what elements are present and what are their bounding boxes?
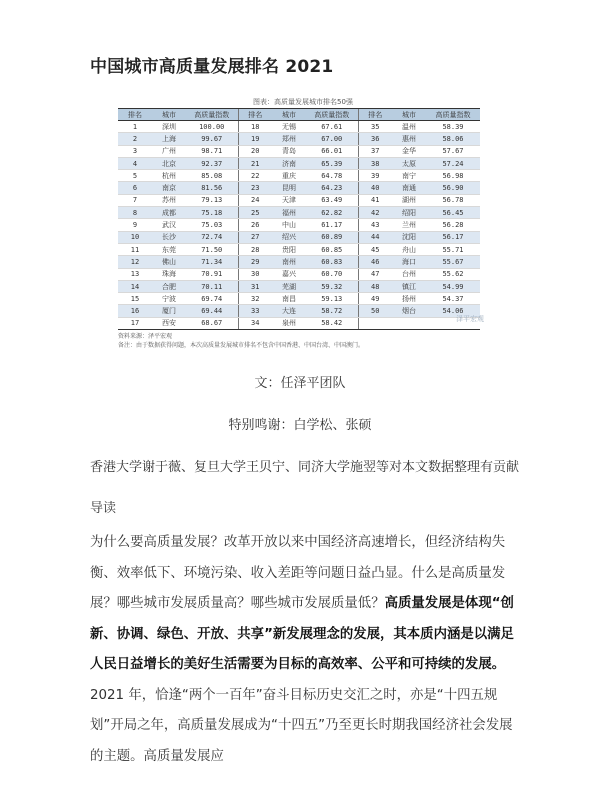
table-cell: 天津	[272, 194, 306, 206]
table-cell: 42	[358, 207, 392, 219]
table-cell: 深圳	[152, 121, 186, 133]
table-cell: 59.32	[306, 280, 358, 292]
table-cell: 44	[358, 231, 392, 243]
table-header-cell: 高质量指数	[186, 109, 238, 121]
table-cell: 28	[238, 243, 272, 255]
table-cell: 3	[118, 145, 152, 157]
table-cell: 43	[358, 219, 392, 231]
table-cell: 54.99	[426, 280, 480, 292]
table-cell: 85.08	[186, 170, 238, 182]
table-cell: 54.37	[426, 293, 480, 305]
table-cell: 70.11	[186, 280, 238, 292]
table-cell: 广州	[152, 145, 186, 157]
table-cell: 20	[238, 145, 272, 157]
table-cell: 57.24	[426, 157, 480, 169]
table-cell: 郑州	[272, 133, 306, 145]
table-cell: 24	[238, 194, 272, 206]
table-cell: 68.67	[186, 317, 238, 329]
table-cell: 昆明	[272, 182, 306, 194]
table-cell: 长沙	[152, 231, 186, 243]
table-cell: 55.62	[426, 268, 480, 280]
table-row	[118, 305, 480, 317]
table-cell: 99.67	[186, 133, 238, 145]
table-cell: 39	[358, 170, 392, 182]
table-cell: 58.06	[426, 133, 480, 145]
table-cell: 48	[358, 280, 392, 292]
table-cell: 71.34	[186, 256, 238, 268]
table-cell: 69.74	[186, 293, 238, 305]
table-cell: 56.90	[426, 182, 480, 194]
ranking-figure	[118, 96, 488, 350]
table-row	[118, 170, 480, 182]
table-cell: 79.13	[186, 194, 238, 206]
table-cell: 56.78	[426, 194, 480, 206]
table-row	[118, 256, 480, 268]
table-cell: 温州	[392, 121, 426, 133]
table-cell: 15	[118, 293, 152, 305]
figure-note: 备注：由于数据获得问题，本次高质量发展城市排名不包含中国香港、中国台湾、中国澳门。	[118, 342, 365, 350]
table-cell: 37	[358, 145, 392, 157]
thanks-line: 特别鸣谢：白学松、张硕	[228, 418, 372, 433]
table-cell: 杭州	[152, 170, 186, 182]
table-cell	[358, 317, 392, 329]
table-cell: 31	[238, 280, 272, 292]
table-cell: 5	[118, 170, 152, 182]
table-cell: 67.61	[306, 121, 358, 133]
table-cell: 75.18	[186, 207, 238, 219]
table-cell: 18	[238, 121, 272, 133]
table-cell: 惠州	[392, 133, 426, 145]
table-cell: 75.03	[186, 219, 238, 231]
table-cell: 11	[118, 243, 152, 255]
table-cell: 47	[358, 268, 392, 280]
table-header-cell: 高质量指数	[306, 109, 358, 121]
table-cell: 22	[238, 170, 272, 182]
table-cell: 2	[118, 133, 152, 145]
table-row	[118, 268, 480, 280]
table-cell: 无锡	[272, 121, 306, 133]
figure-caption: 图表：高质量发展城市排名50强	[253, 98, 353, 106]
paragraph-bold: 高质量发展是体现“创新、协调、绿色、开放、共享”新发展理念的发展，其本质内涵是以满足人民日益增长的美好生活需要为目标的高效率、公平和可持续的发展。	[90, 596, 514, 672]
table-cell: 58.42	[306, 317, 358, 329]
table-cell: 60.89	[306, 231, 358, 243]
table-cell: 60.83	[306, 256, 358, 268]
table-cell: 湖州	[392, 194, 426, 206]
table-cell: 中山	[272, 219, 306, 231]
table-cell: 台州	[392, 268, 426, 280]
table-cell: 宁波	[152, 293, 186, 305]
table-cell: 81.56	[186, 182, 238, 194]
table-cell: 19	[238, 133, 272, 145]
table-cell: 兰州	[392, 219, 426, 231]
table-cell: 71.50	[186, 243, 238, 255]
table-cell: 27	[238, 231, 272, 243]
table-cell: 62.82	[306, 207, 358, 219]
table-cell: 上海	[152, 133, 186, 145]
table-header-row	[118, 109, 480, 121]
table-cell: 92.37	[186, 157, 238, 169]
table-cell: 绍兴	[272, 231, 306, 243]
table-header-cell: 排名	[238, 109, 272, 121]
table-row	[118, 280, 480, 292]
table-cell: 55.71	[426, 243, 480, 255]
table-cell: 合肥	[152, 280, 186, 292]
table-cell: 55.67	[426, 256, 480, 268]
table-cell: 38	[358, 157, 392, 169]
table-header-cell: 排名	[118, 109, 152, 121]
table-cell: 64.78	[306, 170, 358, 182]
table-cell: 26	[238, 219, 272, 231]
table-cell: 北京	[152, 157, 186, 169]
table-cell: 17	[118, 317, 152, 329]
table-cell: 32	[238, 293, 272, 305]
paragraph-part-1: 为什么要高质量发展？改革开放以来中国经济高速增长，但经济结构失衡、效率低下、环境污染、收入差距等问题日益凸显。什么是高质量发展？哪些城市发展质量高？哪些城市发展质量低？	[90, 535, 506, 611]
table-cell: 36	[358, 133, 392, 145]
table-cell: 成都	[152, 207, 186, 219]
table-cell: 61.17	[306, 219, 358, 231]
table-cell: 45	[358, 243, 392, 255]
table-cell: 58.72	[306, 305, 358, 317]
table-row	[118, 145, 480, 157]
table-cell: 大连	[272, 305, 306, 317]
table-cell: 绍阳	[392, 207, 426, 219]
table-row	[118, 133, 480, 145]
table-cell: 69.44	[186, 305, 238, 317]
table-cell: 13	[118, 268, 152, 280]
table-cell: 厦门	[152, 305, 186, 317]
table-row	[118, 317, 480, 329]
table-cell: 34	[238, 317, 272, 329]
table-row	[118, 219, 480, 231]
table-cell: 10	[118, 231, 152, 243]
table-cell: 重庆	[272, 170, 306, 182]
table-cell: 南通	[392, 182, 426, 194]
table-row	[118, 157, 480, 169]
table-cell: 64.23	[306, 182, 358, 194]
table-cell: 苏州	[152, 194, 186, 206]
table-cell: 嘉兴	[272, 268, 306, 280]
table-cell: 武汉	[152, 219, 186, 231]
table-cell: 东莞	[152, 243, 186, 255]
table-cell: 29	[238, 256, 272, 268]
table-cell: 56.45	[426, 207, 480, 219]
table-cell: 57.67	[426, 145, 480, 157]
table-cell: 青岛	[272, 145, 306, 157]
table-cell: 6	[118, 182, 152, 194]
table-cell: 49	[358, 293, 392, 305]
table-cell: 41	[358, 194, 392, 206]
table-cell: 扬州	[392, 293, 426, 305]
table-cell: 21	[238, 157, 272, 169]
table-cell: 30	[238, 268, 272, 280]
table-row	[118, 231, 480, 243]
table-cell: 9	[118, 219, 152, 231]
table-cell: 63.49	[306, 194, 358, 206]
table-body	[118, 121, 480, 330]
table-cell: 70.91	[186, 268, 238, 280]
table-cell: 67.00	[306, 133, 358, 145]
table-cell	[392, 317, 426, 329]
table-header-cell: 城市	[392, 109, 426, 121]
table-cell: 泉州	[272, 317, 306, 329]
table-header-cell: 城市	[152, 109, 186, 121]
table-cell: 50	[358, 305, 392, 317]
table-cell: 珠海	[152, 268, 186, 280]
figure-source: 资料来源：泽平宏观	[118, 333, 173, 341]
table-header-cell: 高质量指数	[426, 109, 480, 121]
table-row	[118, 243, 480, 255]
table-cell: 56.17	[426, 231, 480, 243]
table-cell: 南州	[272, 256, 306, 268]
table-cell: 12	[118, 256, 152, 268]
table-cell: 14	[118, 280, 152, 292]
author-line: 文：任泽平团队	[254, 376, 346, 391]
table-cell: 35	[358, 121, 392, 133]
table-cell: 56.28	[426, 219, 480, 231]
table-cell: 海口	[392, 256, 426, 268]
table-cell: 南宁	[392, 170, 426, 182]
page-title: 中国城市高质量发展排名 2021	[90, 57, 334, 77]
intro-paragraph	[90, 528, 522, 772]
table-cell: 镇江	[392, 280, 426, 292]
table-cell: 沈阳	[392, 231, 426, 243]
table-cell: 1	[118, 121, 152, 133]
table-cell: 60.70	[306, 268, 358, 280]
table-cell: 4	[118, 157, 152, 169]
table-cell: 59.13	[306, 293, 358, 305]
table-cell: 65.39	[306, 157, 358, 169]
ranking-table	[118, 108, 480, 330]
table-cell: 西安	[152, 317, 186, 329]
table-cell: 56.98	[426, 170, 480, 182]
table-header-cell: 排名	[358, 109, 392, 121]
table-row	[118, 194, 480, 206]
table-cell: 16	[118, 305, 152, 317]
table-cell: 舟山	[392, 243, 426, 255]
table-row	[118, 121, 480, 133]
table-cell: 烟台	[392, 305, 426, 317]
table-cell: 66.01	[306, 145, 358, 157]
table-cell: 贵阳	[272, 243, 306, 255]
table-cell: 100.00	[186, 121, 238, 133]
table-cell: 南京	[152, 182, 186, 194]
table-cell: 金华	[392, 145, 426, 157]
table-cell: 芜湖	[272, 280, 306, 292]
table-cell: 46	[358, 256, 392, 268]
table-cell: 福州	[272, 207, 306, 219]
table-cell: 太原	[392, 157, 426, 169]
table-row	[118, 293, 480, 305]
table-cell: 58.39	[426, 121, 480, 133]
contributors-line: 香港大学谢于薇、复旦大学王贝宁、同济大学施翌等对本文数据整理有贡献	[90, 460, 520, 475]
table-row	[118, 207, 480, 219]
guide-heading: 导读	[90, 501, 117, 516]
table-cell: 佛山	[152, 256, 186, 268]
table-cell: 33	[238, 305, 272, 317]
table-cell: 25	[238, 207, 272, 219]
table-row	[118, 182, 480, 194]
table-cell: 60.85	[306, 243, 358, 255]
table-cell: 54.06	[426, 305, 480, 317]
watermark: 泽平宏观	[456, 315, 484, 324]
table-header-cell: 城市	[272, 109, 306, 121]
table-cell: 济南	[272, 157, 306, 169]
table-cell: 98.71	[186, 145, 238, 157]
paragraph-part-2: 2021 年，恰逢“两个一百年”奋斗目标历史交汇之时，亦是“十四五规划”开局之年，高质量发展成为“十四五”乃至更长时期我国经济社会发展的主题。高质量发展应	[90, 687, 513, 764]
table-cell: 7	[118, 194, 152, 206]
table-cell: 8	[118, 207, 152, 219]
table-cell: 72.74	[186, 231, 238, 243]
table-cell: 南昌	[272, 293, 306, 305]
table-cell: 23	[238, 182, 272, 194]
table-cell: 40	[358, 182, 392, 194]
